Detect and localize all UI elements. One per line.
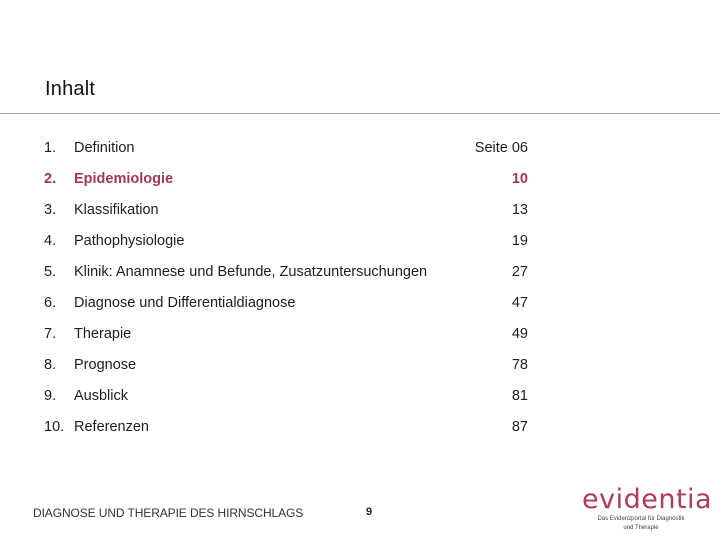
toc-entry-label: Epidemiologie [74,171,174,187]
toc-entry[interactable] [44,385,528,416]
toc-entry-label: Definition [74,140,135,156]
logo-tagline-line2: und Therapie [623,525,659,531]
toc-entry-page: 49 [511,326,528,342]
toc-entry-label: Referenzen [74,419,149,435]
toc-entry-number: 5. [44,264,57,280]
toc-entry-number: 2. [44,171,57,187]
toc-entry-label: Klassifikation [74,202,159,218]
toc-entry-label: Klinik: Anamnese und Befunde, Zusatzuntersuchungen [74,264,428,280]
toc-entry-label: Pathophysiologie [74,233,185,249]
toc-entry-number: 3. [44,202,57,218]
toc-entry-number: 1. [44,140,57,156]
toc-entry[interactable] [44,354,528,385]
toc-entry-number: 10. [44,419,65,435]
toc-entry-number: 4. [44,233,57,249]
toc-entry[interactable] [44,292,528,323]
footer-document-title: DIAGNOSE UND THERAPIE DES HIRNSCHLAGS [33,506,304,520]
toc-entry-label: Ausblick [74,388,128,404]
evidentia-logo [582,484,713,532]
toc-entry-label: Diagnose und Differentialdiagnose [74,295,296,311]
toc-entry[interactable] [44,199,528,230]
toc-entry-page: 87 [511,419,528,435]
toc-entry-number: 6. [44,295,57,311]
toc-entry-page: 13 [511,202,528,218]
footer-page-number: 9 [366,506,373,518]
page-title: Inhalt [45,78,96,100]
toc-entry[interactable] [44,168,528,199]
toc-entry-label: Therapie [74,326,132,342]
toc-entry[interactable] [44,261,528,292]
table-of-contents [44,137,528,447]
toc-entry[interactable] [44,137,528,168]
logo-tagline-line1: Das Evidenzportal für Diagnostik [597,516,685,522]
toc-entry-page: 27 [511,264,528,280]
toc-entry-page: 78 [511,357,528,373]
title-divider [0,113,720,114]
toc-entry-label: Prognose [74,357,137,373]
toc-entry-page: 81 [511,388,528,404]
toc-entry-page: 10 [511,171,528,187]
toc-entry-page: 47 [511,295,528,311]
logo-wordmark: evidentia [582,484,713,515]
toc-entry-page: 19 [511,233,528,249]
toc-entry[interactable] [44,323,528,354]
toc-entry[interactable] [44,230,528,261]
toc-entry-page: Seite 06 [474,140,528,156]
toc-entry-number: 7. [44,326,57,342]
toc-entry-number: 8. [44,357,57,373]
toc-entry[interactable] [44,416,528,447]
toc-entry-number: 9. [44,388,57,404]
